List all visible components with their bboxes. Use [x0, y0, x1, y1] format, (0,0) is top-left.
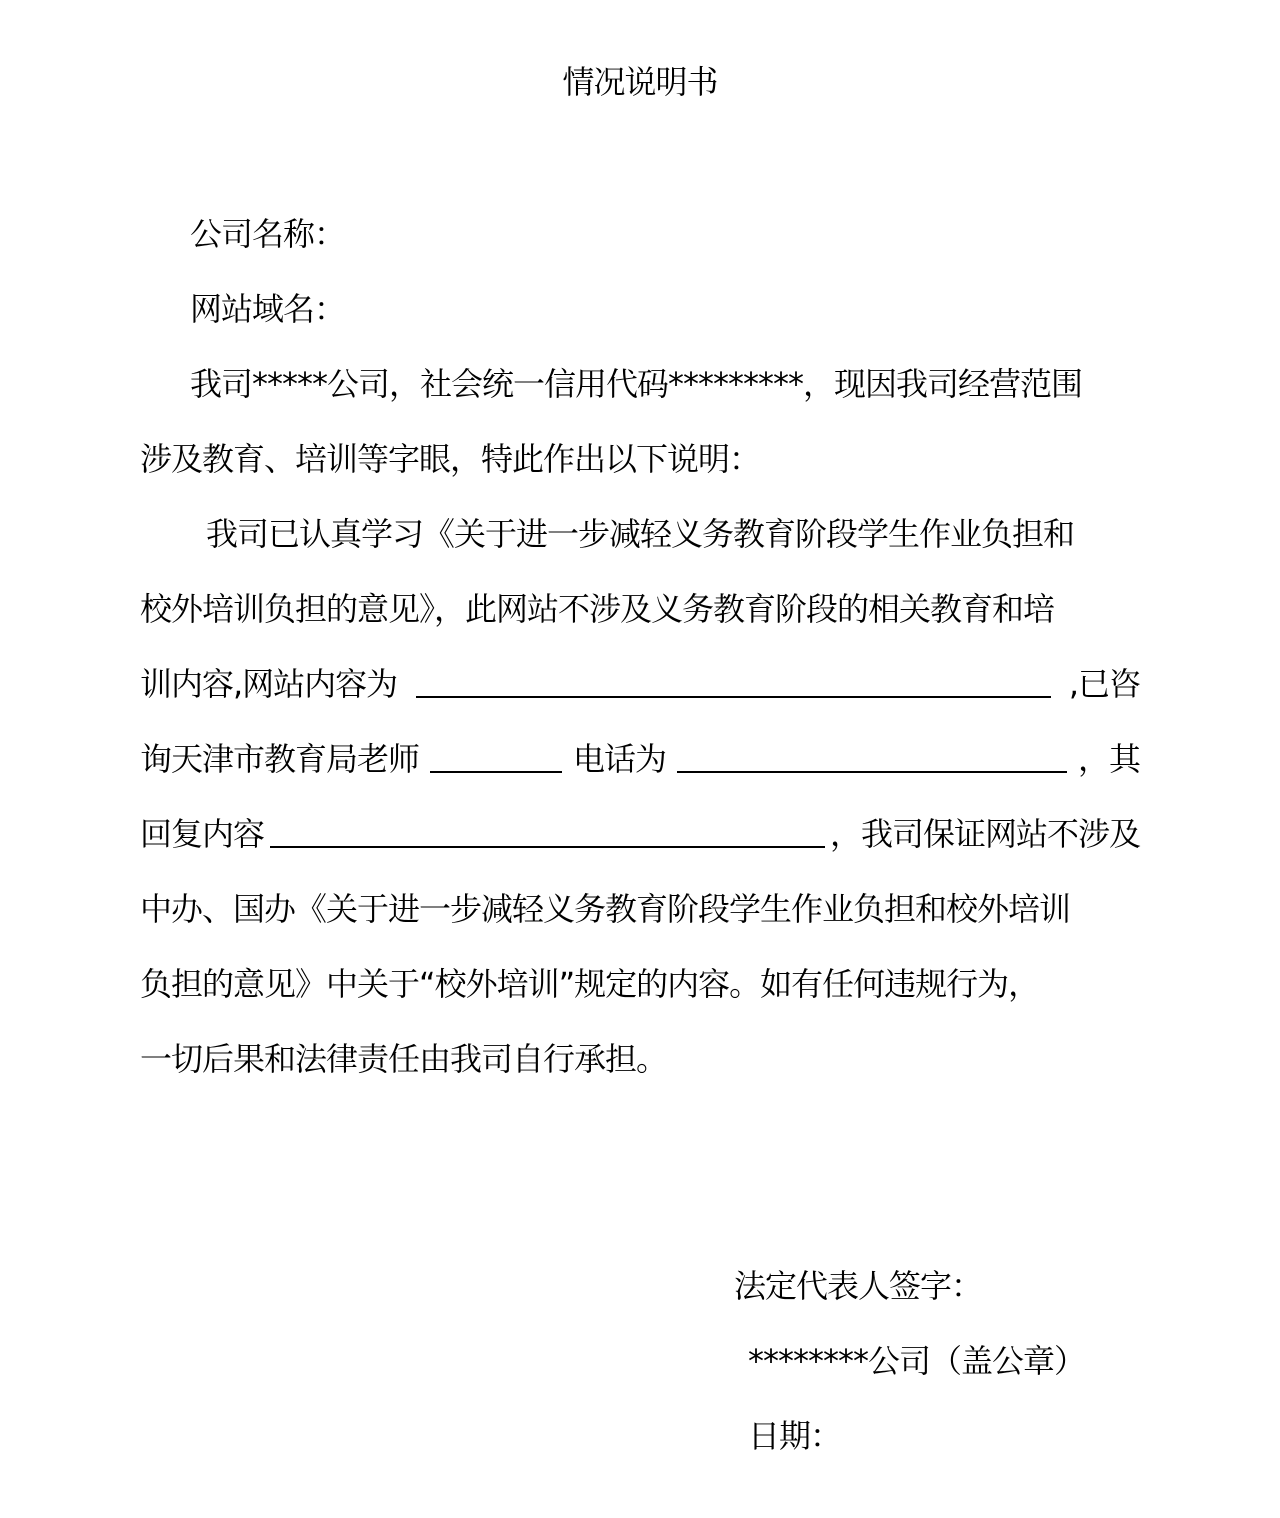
- legal-rep-signature-label: 法定代表人签字：: [734, 1267, 983, 1305]
- company-name-label: 公司名称：: [190, 215, 346, 253]
- paragraph2-line8: 一切后果和法律责任由我司自行承担。: [140, 1040, 668, 1078]
- line5-text-a: 回复内容: [140, 815, 265, 853]
- paragraph1-line1: 我司*****公司，社会统一信用代码*********，现因我司经营范围: [190, 365, 1083, 403]
- phone-blank: [677, 735, 1067, 773]
- document-title: 情况说明书: [562, 63, 718, 101]
- line3-text-b: ,已咨: [1068, 665, 1140, 703]
- line3-text-a: 训内容,网站内容为: [140, 665, 398, 703]
- paragraph2-line3: [140, 660, 1140, 708]
- company-seal-label: ********公司（盖公章）: [748, 1342, 1086, 1380]
- line5-text-b: ，我司保证网站不涉及: [829, 815, 1140, 853]
- line4-text-a: 询天津市教育局老师: [140, 740, 420, 778]
- paragraph2-line6: 中办、国办《关于进一步减轻义务教育阶段学生作业负担和校外培训: [140, 890, 1071, 928]
- reply-blank: [270, 810, 825, 848]
- line4-text-b: 电话为: [572, 740, 666, 778]
- domain-label: 网站域名：: [190, 290, 346, 328]
- paragraph2-line7: 负担的意见》中关于“校外培训”规定的内容。如有任何违规行为，: [140, 965, 1040, 1003]
- paragraph2-line4: [140, 735, 1140, 783]
- teacher-name-blank: [430, 735, 562, 773]
- date-label: 日期：: [748, 1417, 842, 1455]
- paragraph2-line1: 我司已认真学习《关于进一步减轻义务教育阶段学生作业负担和: [206, 515, 1075, 553]
- paragraph1-line2: 涉及教育、培训等字眼，特此作出以下说明：: [140, 440, 761, 478]
- paragraph2-line2: 校外培训负担的意见》，此网站不涉及义务教育阶段的相关教育和培: [140, 590, 1055, 628]
- content-blank: [416, 660, 1051, 698]
- paragraph2-line5: [140, 810, 1140, 858]
- line4-text-c: ，其: [1077, 740, 1140, 778]
